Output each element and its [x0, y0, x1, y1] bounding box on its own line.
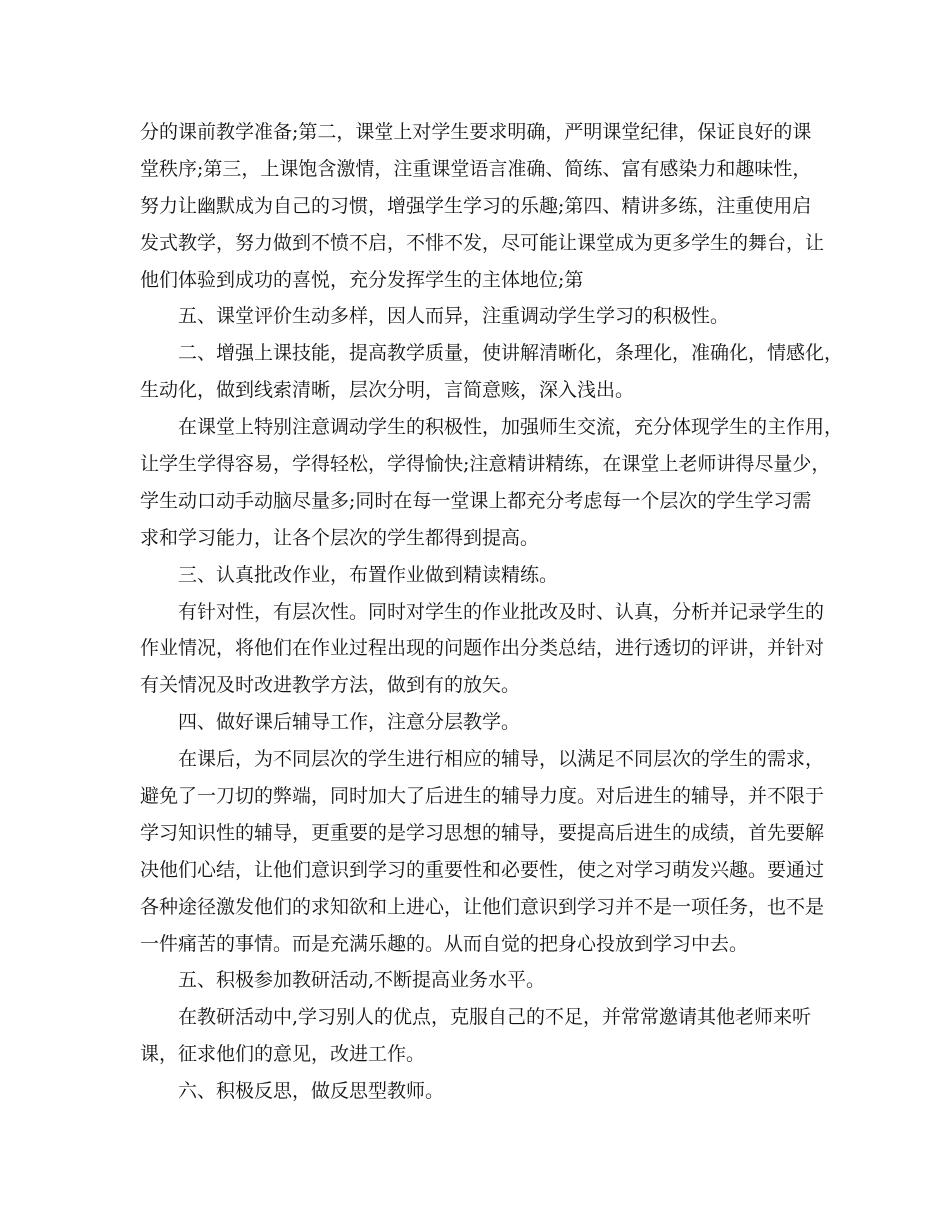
text-line: 分的课前教学准备;第二，课堂上对学生要求明确，严明课堂纪律，保证良好的课: [140, 121, 812, 143]
section-heading: 五、积极参加教研活动,不断提高业务水平。: [178, 969, 546, 992]
paragraph-start: 有针对性，有层次性。同时对学生的作业批改及时、认真，分析并记录学生的: [178, 600, 825, 623]
section-heading: 四、做好课后辅导工作，注意分层教学。: [178, 711, 521, 734]
text-line: 课，征求他们的意见，改进工作。: [140, 1043, 426, 1066]
paragraph-start: 在教研活动中,学习别人的优点，克服自己的不足，并常常邀请其他老师来听: [178, 1006, 812, 1029]
text-line: 求和学习能力，让各个层次的学生都得到提高。: [140, 526, 540, 549]
text-line: 有关情况及时改进教学方法，做到有的放矢。: [140, 674, 521, 697]
text-line: 避免了一刀切的弊端，同时加大了后进生的辅导力度。对后进生的辅导，并不限于: [140, 785, 825, 808]
text-line: 一件痛苦的事情。而是充满乐趣的。从而自觉的把身心投放到学习中去。: [140, 932, 749, 955]
text-line: 发式教学，努力做到不愤不启，不悱不发，尽可能让课堂成为更多学生的舞台，让: [140, 231, 825, 254]
paragraph-start: 在课后，为不同层次的学生进行相应的辅导，以满足不同层次的学生的需求，: [178, 748, 825, 771]
text-line: 决他们心结，让他们意识到学习的重要性和必要性，使之对学习萌发兴趣。要通过: [140, 858, 825, 881]
section-heading: 三、认真批改作业，布置作业做到精读精练。: [178, 563, 559, 586]
paragraph-start: 在课堂上特别注意调动学生的积极性，加强师生交流，充分体现学生的主作用，: [178, 416, 844, 439]
text-line: 学生动口动手动脑尽量多;同时在每一堂课上都充分考虑每一个层次的学生学习需: [140, 489, 812, 512]
text-line: 努力让幽默成为自己的习惯，增强学生学习的乐趣;第四、精讲多练，注重使用启: [140, 194, 812, 217]
section-heading: 六、积极反思，做反思型教师。: [178, 1080, 445, 1103]
text-line: 各种途径激发他们的求知欲和上进心，让他们意识到学习并不是一项任务，也不是: [140, 895, 825, 918]
document-body: [140, 114, 844, 1110]
section-heading: 五、课堂评价生动多样，因人而异，注重调动学生学习的积极性。: [178, 305, 730, 328]
text-line: 生动化，做到线索清晰，层次分明，言简意赅，深入浅出。: [140, 379, 635, 402]
section-heading: 二、增强上课技能，提高教学质量，使讲解清晰化，条理化，准确化，情感化，: [178, 342, 844, 365]
text-line: 堂秩序;第三，上课饱含激情，注重课堂语言准确、简练、富有感染力和趣味性，: [140, 157, 812, 180]
text-line: 作业情况，将他们在作业过程出现的问题作出分类总结，进行透切的评讲，并针对: [140, 637, 825, 660]
text-line: 学习知识性的辅导，更重要的是学习思想的辅导，要提高后进生的成绩，首先要解: [140, 821, 825, 844]
text-line: 他们体验到成功的喜悦，充分发挥学生的主体地位;第: [140, 268, 584, 291]
text-line: 让学生学得容易，学得轻松，学得愉快;注意精讲精练，在课堂上老师讲得尽量少，: [140, 453, 831, 476]
